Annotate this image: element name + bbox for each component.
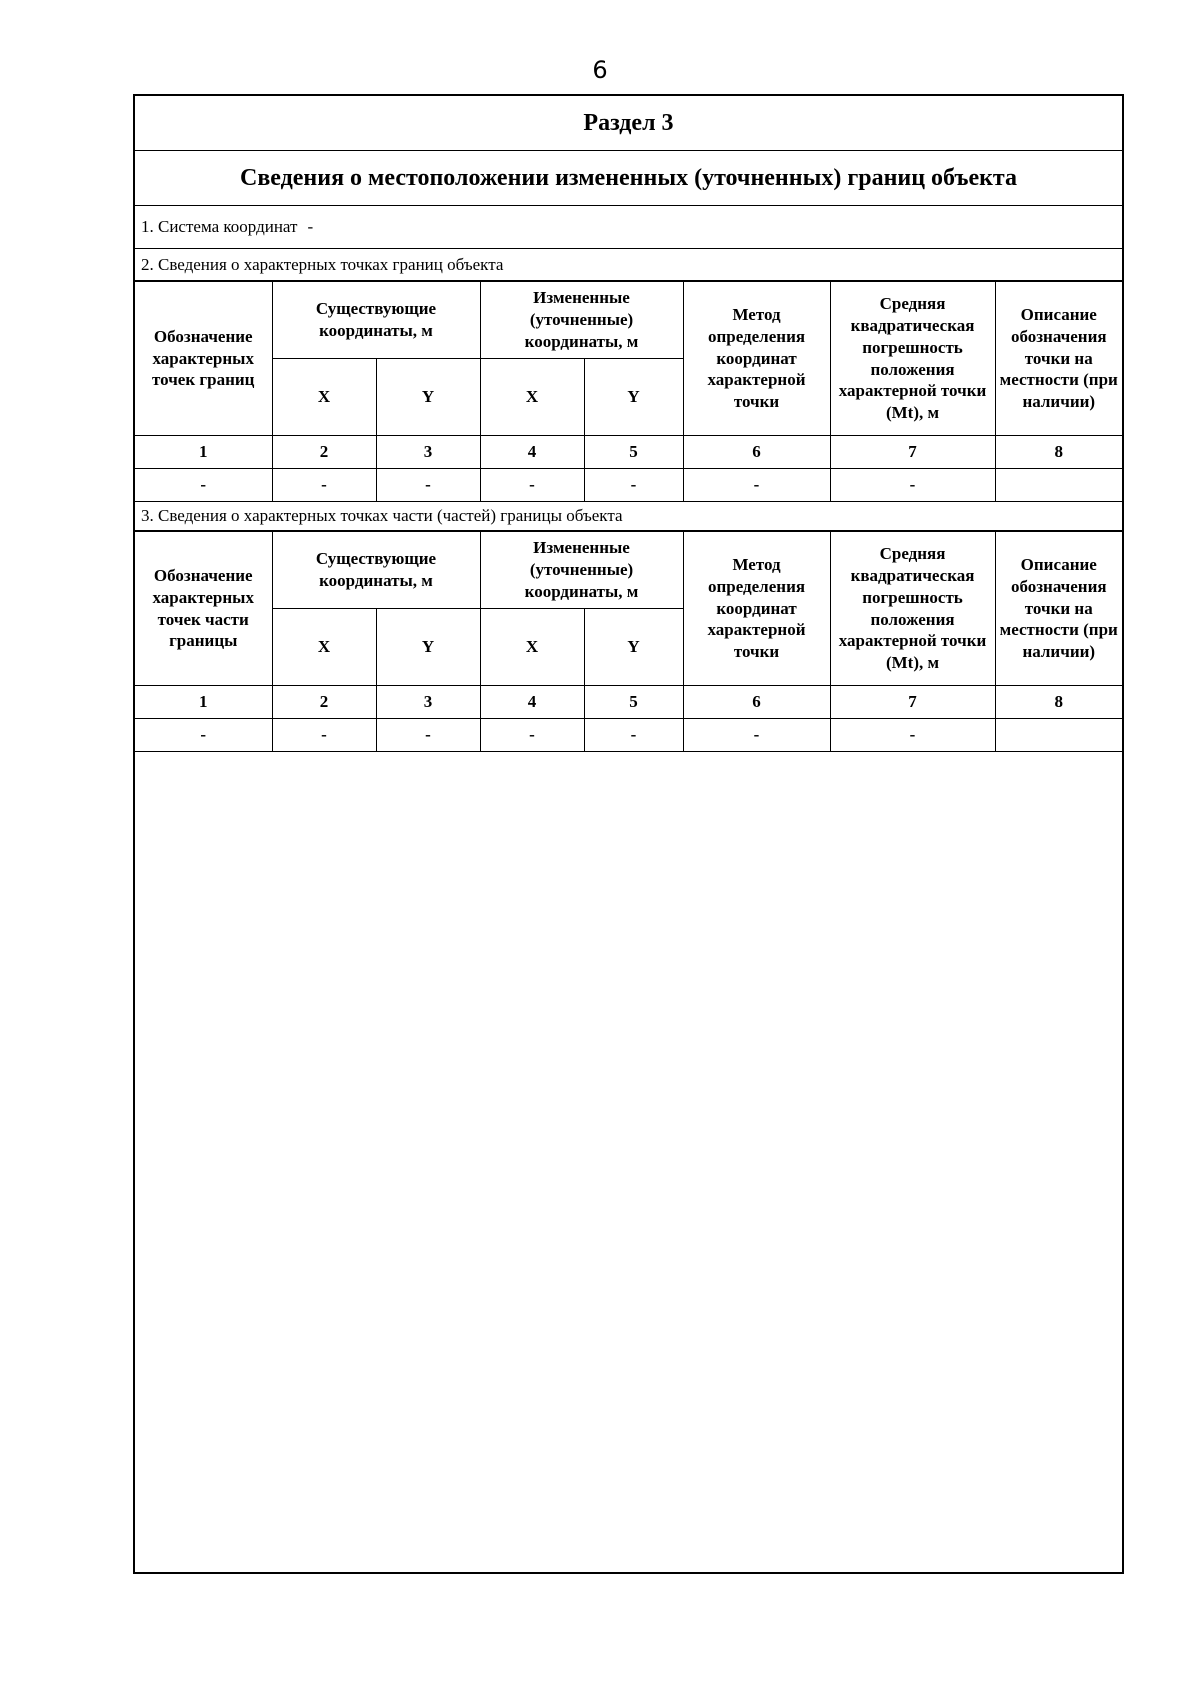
table-cell: - — [376, 469, 480, 502]
column-number: 2 — [272, 686, 376, 719]
table-cell: - — [830, 719, 995, 752]
column-number: 8 — [995, 686, 1122, 719]
table-cell: - — [584, 469, 683, 502]
table-cell: - — [135, 719, 272, 752]
header-x-existing: X — [272, 609, 376, 686]
table-cell: - — [376, 719, 480, 752]
coord-system-line — [135, 206, 1122, 249]
column-number: 7 — [830, 686, 995, 719]
table-cell — [995, 719, 1122, 752]
table-cell: - — [480, 469, 584, 502]
header-y-existing: Y — [376, 609, 480, 686]
boundary-points-table — [135, 281, 1122, 502]
column-number: 3 — [376, 436, 480, 469]
header-x-existing: X — [272, 359, 376, 436]
table-cell: - — [272, 469, 376, 502]
header-x-changed: X — [480, 609, 584, 686]
header-y-existing: Y — [376, 359, 480, 436]
header-description: Описание обозначения точки на местности (при наличии) — [995, 532, 1122, 686]
document-frame — [133, 94, 1124, 1574]
table-cell: - — [272, 719, 376, 752]
table2-caption: 3. Сведения о характерных точках части (частей) границы объекта — [135, 501, 1122, 531]
page-number: 6 — [592, 56, 608, 84]
coord-system-value: - — [307, 217, 314, 236]
header-method: Метод определения координат характерной точки — [683, 282, 830, 436]
column-number: 1 — [135, 686, 272, 719]
header-existing-coords: Существующие координаты, м — [272, 282, 480, 359]
header-x-changed: X — [480, 359, 584, 436]
header-changed-coords: Измененные (уточненные) координаты, м — [480, 282, 683, 359]
header-designation: Обозначение характерных точек границ — [135, 282, 272, 436]
header-changed-coords: Измененные (уточненные) координаты, м — [480, 532, 683, 609]
column-number: 4 — [480, 686, 584, 719]
column-number: 5 — [584, 686, 683, 719]
header-y-changed: Y — [584, 359, 683, 436]
table1-caption: 2. Сведения о характерных точках границ объекта — [135, 249, 1122, 281]
column-number: 2 — [272, 436, 376, 469]
column-number: 1 — [135, 436, 272, 469]
column-number-row — [135, 686, 1122, 719]
header-existing-coords: Существующие координаты, м — [272, 532, 480, 609]
header-method: Метод определения координат характерной точки — [683, 532, 830, 686]
header-designation: Обозначение характерных точек части границы — [135, 532, 272, 686]
table-cell: - — [135, 469, 272, 502]
table-row — [135, 469, 1122, 502]
column-number-row — [135, 436, 1122, 469]
table-cell: - — [683, 719, 830, 752]
column-number: 7 — [830, 436, 995, 469]
table-cell: - — [830, 469, 995, 502]
part-boundary-points-table — [135, 531, 1122, 752]
column-number: 6 — [683, 436, 830, 469]
coord-system-label: 1. Система координат — [141, 217, 298, 236]
header-error: Средняя квадратическая погрешность положения характерной точки (Mt), м — [830, 532, 995, 686]
header-description: Описание обозначения точки на местности (при наличии) — [995, 282, 1122, 436]
section-title: Раздел 3 — [135, 96, 1122, 151]
table-cell: - — [584, 719, 683, 752]
column-number: 8 — [995, 436, 1122, 469]
column-number: 4 — [480, 436, 584, 469]
object-title: Сведения о местоположении измененных (уточненных) границ объекта — [135, 151, 1122, 206]
table-row — [135, 719, 1122, 752]
column-number: 3 — [376, 686, 480, 719]
table-cell: - — [683, 469, 830, 502]
column-number: 5 — [584, 436, 683, 469]
table-cell: - — [480, 719, 584, 752]
header-error: Средняя квадратическая погрешность положения характерной точки (Mt), м — [830, 282, 995, 436]
column-number: 6 — [683, 686, 830, 719]
table-cell — [995, 469, 1122, 502]
header-y-changed: Y — [584, 609, 683, 686]
